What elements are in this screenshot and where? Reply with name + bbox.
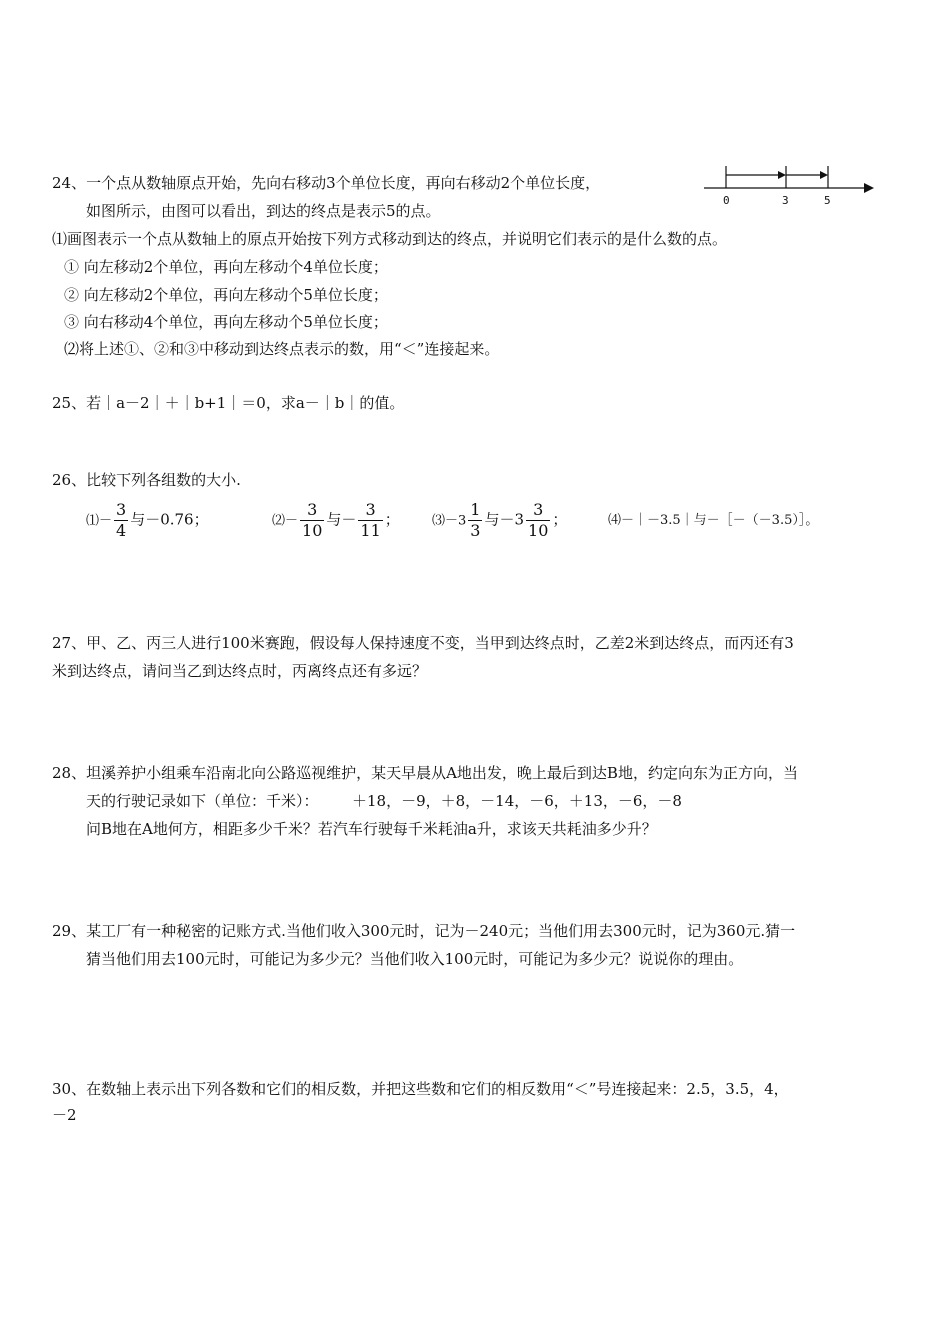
q24-part-2: ⑵将上述①、②和③中移动到达终点表示的数，用“＜”连接起来。 (64, 340, 500, 358)
axis-label-3: 3 (782, 194, 789, 207)
c2-mid: 与－ (326, 510, 357, 529)
fraction: $\frac{3}{4}$ (116, 500, 127, 540)
q24-part-1: ⑴画图表示一个点从数轴上的原点开始按下列方式移动到达的终点，并说明它们表示的是什么数的点。 (52, 230, 728, 248)
q27-line-1: 27、甲、乙、丙三人进行100米赛跑，假设每人保持速度不变，当甲到达终点时，乙差2米到达终点，而丙还有3 (52, 634, 794, 652)
axis-label-5: 5 (824, 194, 831, 207)
q26-compare-4: ⑷－｜－3.5｜与－［－（－3.5）］。 (608, 513, 819, 528)
q24-item-3: ③ 向右移动4个单位，再向左移动个5单位长度； (64, 313, 388, 331)
axis-arrow (864, 183, 874, 193)
fraction: $\frac{3}{10}$ (302, 500, 323, 540)
q30-line-2: －2 (52, 1106, 77, 1124)
q28-line-2: 天的行驶记录如下（单位：千米）： (86, 792, 319, 810)
c2-pre: ⑵－ (272, 513, 299, 529)
q26-compare-2 (272, 500, 400, 541)
fraction: $\frac{3}{10}$ (528, 500, 549, 540)
q26-compare-1 (86, 500, 209, 541)
q24-line-2: 如图所示，由图可以看出，到达的终点是表示5的点。 (86, 202, 441, 220)
c3-mid: 与－3 (484, 510, 525, 529)
c1-post: 与－0.76； (130, 510, 209, 529)
c1-pre: ⑴－ (86, 513, 113, 529)
q30-line-1: 30、在数轴上表示出下列各数和它们的相反数，并把这些数和它们的相反数用“＜”号连接起来：2.5，3.5，4， (52, 1080, 789, 1098)
c3-pre: ⑶－3 (432, 513, 467, 529)
q28-records: ＋18，－9，＋8，－14，－6，＋13，－6，－8 (352, 792, 682, 810)
q28-line-1: 28、坦溪养护小组乘车沿南北向公路巡视维护，某天早晨从A地出发，晚上最后到达B地，约定向东为正方向，当 (52, 764, 798, 782)
q28-line-3: 问B地在A地何方，相距多少千米？若汽车行驶每千米耗油a升，求该天共耗油多少升？ (86, 820, 657, 838)
q24-item-2: ② 向左移动2个单位，再向左移动个5单位长度； (64, 286, 388, 304)
q26-compare-3 (432, 500, 567, 541)
move-arrow-1-head (778, 171, 786, 179)
number-line-diagram (700, 158, 880, 210)
fraction: $\frac{3}{11}$ (360, 500, 381, 540)
q29-line-1: 29、某工厂有一种秘密的记账方式.当他们收入300元时，记为－240元；当他们用去300元时，记为360元.猜一 (52, 922, 796, 940)
q26-title: 26、比较下列各组数的大小. (52, 471, 241, 489)
q25-text: 25、若｜a－2｜＋｜b+1｜＝0，求a－｜b｜的值。 (52, 394, 405, 412)
q24-line-1: 24、一个点从数轴原点开始，先向右移动3个单位长度，再向右移动2个单位长度， (52, 174, 601, 192)
move-arrow-2-head (820, 171, 828, 179)
q29-line-2: 猜当他们用去100元时，可能记为多少元？当他们收入100元时，可能记为多少元？说说你的理由。 (86, 950, 744, 968)
q24-item-1: ① 向左移动2个单位，再向左移动个4单位长度； (64, 258, 388, 276)
c2-post: ； (384, 510, 400, 529)
axis-label-0: 0 (723, 194, 730, 207)
fraction: $\frac{1}{3}$ (470, 500, 481, 540)
q27-line-2: 米到达终点，请问当乙到达终点时，丙离终点还有多远？ (52, 662, 428, 680)
c3-post: ； (552, 510, 568, 529)
